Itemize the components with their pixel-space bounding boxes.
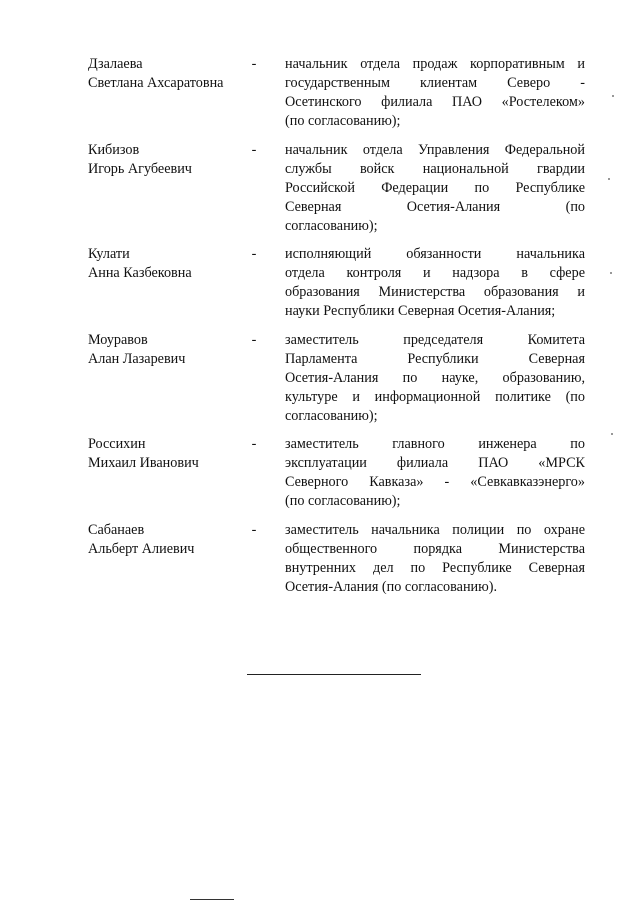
role-line: науки Республики Северная Осетия-Алания; xyxy=(285,303,556,319)
scan-speck xyxy=(611,433,613,435)
role-line: Осетия-Алания (по согласованию). xyxy=(285,579,498,595)
scan-artifact-line xyxy=(190,899,234,900)
member-given-name: Игорь Агубеевич xyxy=(88,161,192,177)
role-line: образования Министерства образования и xyxy=(285,284,585,300)
role-line: согласованию); xyxy=(285,218,378,234)
role-line: общественного порядка Министерства xyxy=(285,541,585,557)
member-surname: Кулати xyxy=(88,246,130,262)
member-surname: Сабанаев xyxy=(88,522,145,538)
role-line: Северного Кавказа» - «Севкавказэнерго» xyxy=(285,474,585,490)
separator-dash: - xyxy=(251,56,257,72)
role-line: Северная Осетия-Алания (по xyxy=(285,199,585,215)
role-line: Парламента Республики Северная xyxy=(285,351,585,367)
role-line: эксплуатации филиала ПАО «МРСК xyxy=(285,455,585,471)
member-given-name: Алан Лазаревич xyxy=(88,351,186,367)
member-name xyxy=(88,55,248,93)
role-line: Осетинского филиала ПАО «Ростелеком» xyxy=(285,94,585,110)
role-line: заместитель председателя Комитета xyxy=(285,332,585,348)
role-line: Осетия-Алания по науке, образованию, xyxy=(285,370,585,386)
member-given-name: Анна Казбековна xyxy=(88,265,192,281)
role-line: службы войск национальной гвардии xyxy=(285,161,585,177)
role-line: государственным клиентам Северо - xyxy=(285,75,585,91)
member-name xyxy=(88,435,248,473)
role-line: начальник отдела Управления Федеральной xyxy=(285,142,585,158)
separator-dash: - xyxy=(251,142,257,158)
member-surname: Кибизов xyxy=(88,142,140,158)
member-surname: Россихин xyxy=(88,436,146,452)
member-role xyxy=(285,141,585,236)
member-name xyxy=(88,141,248,179)
separator-dash: - xyxy=(251,522,257,538)
role-line: культуре и информационной политике (по xyxy=(285,389,585,405)
member-role xyxy=(285,245,585,321)
member-name xyxy=(88,521,248,559)
role-line: внутренних дел по Республике Северная xyxy=(285,560,585,576)
role-line: исполняющий обязанности начальника xyxy=(285,246,585,262)
role-line: согласованию); xyxy=(285,408,378,424)
scan-speck xyxy=(612,95,614,97)
member-name xyxy=(88,331,248,369)
member-role xyxy=(285,331,585,426)
member-given-name: Альберт Алиевич xyxy=(88,541,195,557)
role-line: (по согласованию); xyxy=(285,113,401,129)
member-role xyxy=(285,55,585,131)
scan-speck xyxy=(610,272,612,274)
scan-speck xyxy=(608,178,610,180)
separator-dash: - xyxy=(251,332,257,348)
role-line: (по согласованию); xyxy=(285,493,401,509)
member-given-name: Михаил Иванович xyxy=(88,455,199,471)
member-surname: Дзалаева xyxy=(88,56,143,72)
member-role xyxy=(285,521,585,597)
separator-dash: - xyxy=(251,436,257,452)
member-role xyxy=(285,435,585,511)
role-line: Российской Федерации по Республике xyxy=(285,180,585,196)
role-line: начальник отдела продаж корпоративным и xyxy=(285,56,585,72)
role-line: заместитель начальника полиции по охране xyxy=(285,522,585,538)
role-line: заместитель главного инженера по xyxy=(285,436,585,452)
member-name xyxy=(88,245,248,283)
member-given-name: Светлана Ахсаратовна xyxy=(88,75,224,91)
member-surname: Моуравов xyxy=(88,332,148,348)
role-line: отдела контроля и надзора в сфере xyxy=(285,265,585,281)
closing-rule xyxy=(247,674,421,675)
separator-dash: - xyxy=(251,246,257,262)
